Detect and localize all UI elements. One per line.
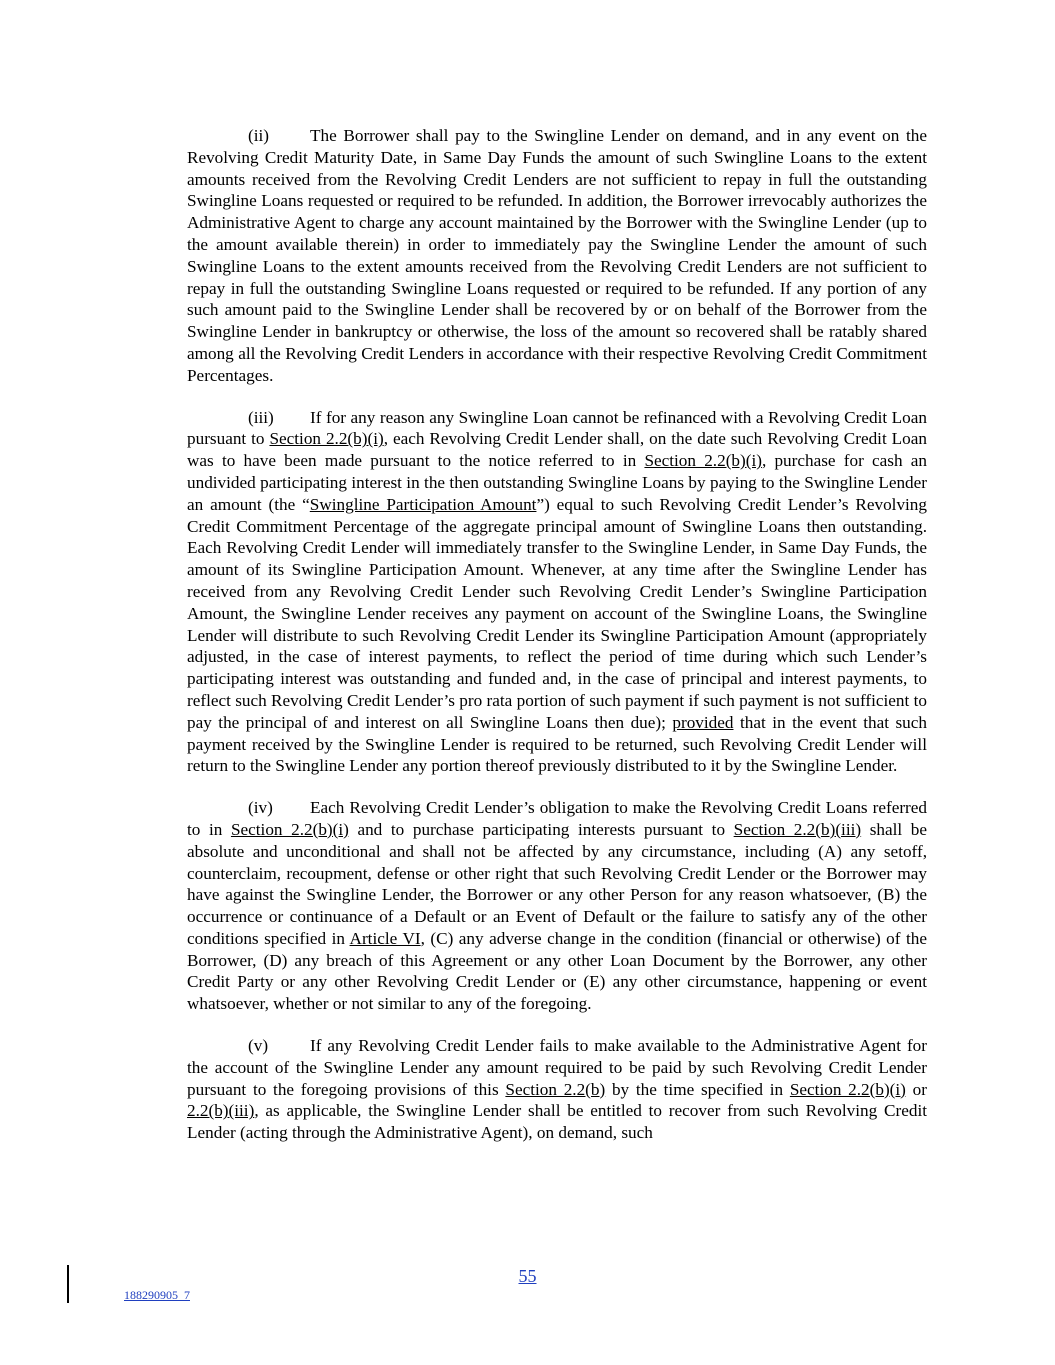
paragraph-text: shall be absolute and unconditional and shall not be affected by any circumstance, including (A) any setoff, counterclaim, recoupment, defense or other right that such Revolving Credit Lender or the Borrower may have against the Swingline Lender, the Borrower or any other Person for any reason whatsoever, (B) the occurrence or continuance of a Default or an Event of Default or the failure to satisfy any of the other conditions specified in bbox=[187, 819, 927, 948]
paragraph-v bbox=[187, 1035, 927, 1144]
section-reference: 2.2(b)(iii) bbox=[187, 1101, 255, 1121]
paragraph-ii bbox=[187, 125, 927, 387]
paragraph-text: , (C) any adverse change in the condition (financial or otherwise) of the Borrower, (D) any breach of this Agreement or any other Loan Document by the Borrower, any other Credit Party or any other Revolving Credit Lender or (E) any other circumstance, happening or event whatsoever, whether or not similar to any of the foregoing. bbox=[187, 928, 927, 1014]
paragraph-number: (iii) bbox=[248, 407, 274, 427]
article-reference: Article VI bbox=[349, 928, 421, 948]
section-reference: Section 2.2(b)(iii) bbox=[733, 819, 862, 839]
document-id: 188290905_7 bbox=[124, 1288, 190, 1302]
paragraph-text: , as applicable, the Swingline Lender shall be entitled to recover from such Revolving Credit Lender (acting through the Administrative Agent), on demand, such bbox=[187, 1101, 927, 1143]
paragraph-iii bbox=[187, 407, 927, 778]
paragraph-number: (ii) bbox=[248, 126, 269, 145]
paragraph-text: , purchase for cash an undivided participating interest in the then outstanding Swingline Loans by paying to the Swingline Lender an amount (the “ bbox=[187, 451, 927, 514]
page-number: 55 bbox=[518, 1266, 537, 1286]
document-body bbox=[187, 125, 927, 1164]
paragraph-iv bbox=[187, 797, 927, 1015]
paragraph-text: , each Revolving Credit Lender shall, on the date such Revolving Credit Loan was to have been made pursuant to the notice referred to in bbox=[187, 429, 927, 471]
section-reference: Section 2.2(b) bbox=[505, 1079, 606, 1099]
defined-term: Swingline Participation Amount bbox=[309, 494, 537, 514]
paragraph-text: The Borrower shall pay to the Swingline Lender on demand, and in any event on the Revolving Credit Maturity Date, in Same Day Funds the amount of such Swingline Loans to the extent amounts received from the Revolving Credit Lenders are not sufficient to repay in full the outstanding Swingline Loans requested or required to be refunded. In addition, the Borrower irrevocably authorizes the Administrative Agent to charge any account maintained by the Borrower with the Swingline Lender (up to the amount available therein) in order to immediately pay the Swingline Lender the amount of such Swingline Loans to the extent amounts received from the Revolving Credit Lenders are not sufficient to repay in full the outstanding Swingline Loans requested or required to be refunded. If any portion of any such amount paid to the Swingline Lender shall be recovered by or on behalf of the Borrower from the Swingline Lender in bankruptcy or otherwise, the loss of the amount so recovered shall be ratably shared among all the Revolving Credit Lenders in accordance with their respective Revolving Credit Commitment Percentages. bbox=[187, 126, 927, 385]
paragraph-text: If for any reason any Swingline Loan cannot be refinanced with a Revolving Credit Loan pursuant to bbox=[187, 407, 927, 449]
paragraph-text: Each Revolving Credit Lender’s obligation to make the Revolving Credit Loans referred to in bbox=[187, 798, 927, 839]
section-reference: Section 2.2(b)(i) bbox=[644, 451, 762, 471]
section-reference: Section 2.2(b)(i) bbox=[789, 1079, 906, 1099]
paragraph-text: by the time specified in bbox=[605, 1079, 790, 1099]
paragraph-number: (iv) bbox=[248, 798, 273, 818]
section-reference: Section 2.2(b)(i) bbox=[230, 819, 349, 839]
paragraph-text: If any Revolving Credit Lender fails to make available to the Administrative Agent for the account of the Swingline Lender any amount required to be paid by such Revolving Credit Lender pursuant to the foregoing provisions of this bbox=[187, 1036, 927, 1099]
section-reference: Section 2.2(b)(i) bbox=[269, 429, 384, 449]
paragraph-text: that in the event that such payment received by the Swingline Lender is required to be returned, such Revolving Credit Lender will return to the Swingline Lender any portion thereof previously distributed to it by the Swingline Lender. bbox=[187, 712, 928, 776]
paragraph-text: ”) equal to such Revolving Credit Lender’s Revolving Credit Commitment Percentage of the aggregate principal amount of Swingline Loans then outstanding. Each Revolving Credit Lender will immediately transfer to the Swingline Lender, in Same Day Funds, the amount of its Swingline Participation Amount. Whenever, at any time after the Swingline Lender has received from any Revolving Credit Lender such Revolving Credit Lender’s Swingline Participation Amount, the Swingline Lender receives any payment on account of the Swingline Loans, the Swingline Lender will distribute to such Revolving Credit Lender its Swingline Participation Amount (appropriately adjusted, in the case of interest payments, to reflect the period of time during which such Lender’s participating interest was outstanding and funded and, in the case of principal and interest payments, to reflect such Revolving Credit Lender’s pro rata portion of such payment if such payment is not sufficient to pay the principal of and interest on all Swingline Loans then due); bbox=[187, 494, 927, 732]
paragraph-text: or bbox=[905, 1079, 927, 1099]
proviso-term: provided bbox=[672, 712, 734, 732]
paragraph-number: (v) bbox=[248, 1036, 269, 1056]
paragraph-text: and to purchase participating interests pursuant to bbox=[348, 819, 734, 839]
